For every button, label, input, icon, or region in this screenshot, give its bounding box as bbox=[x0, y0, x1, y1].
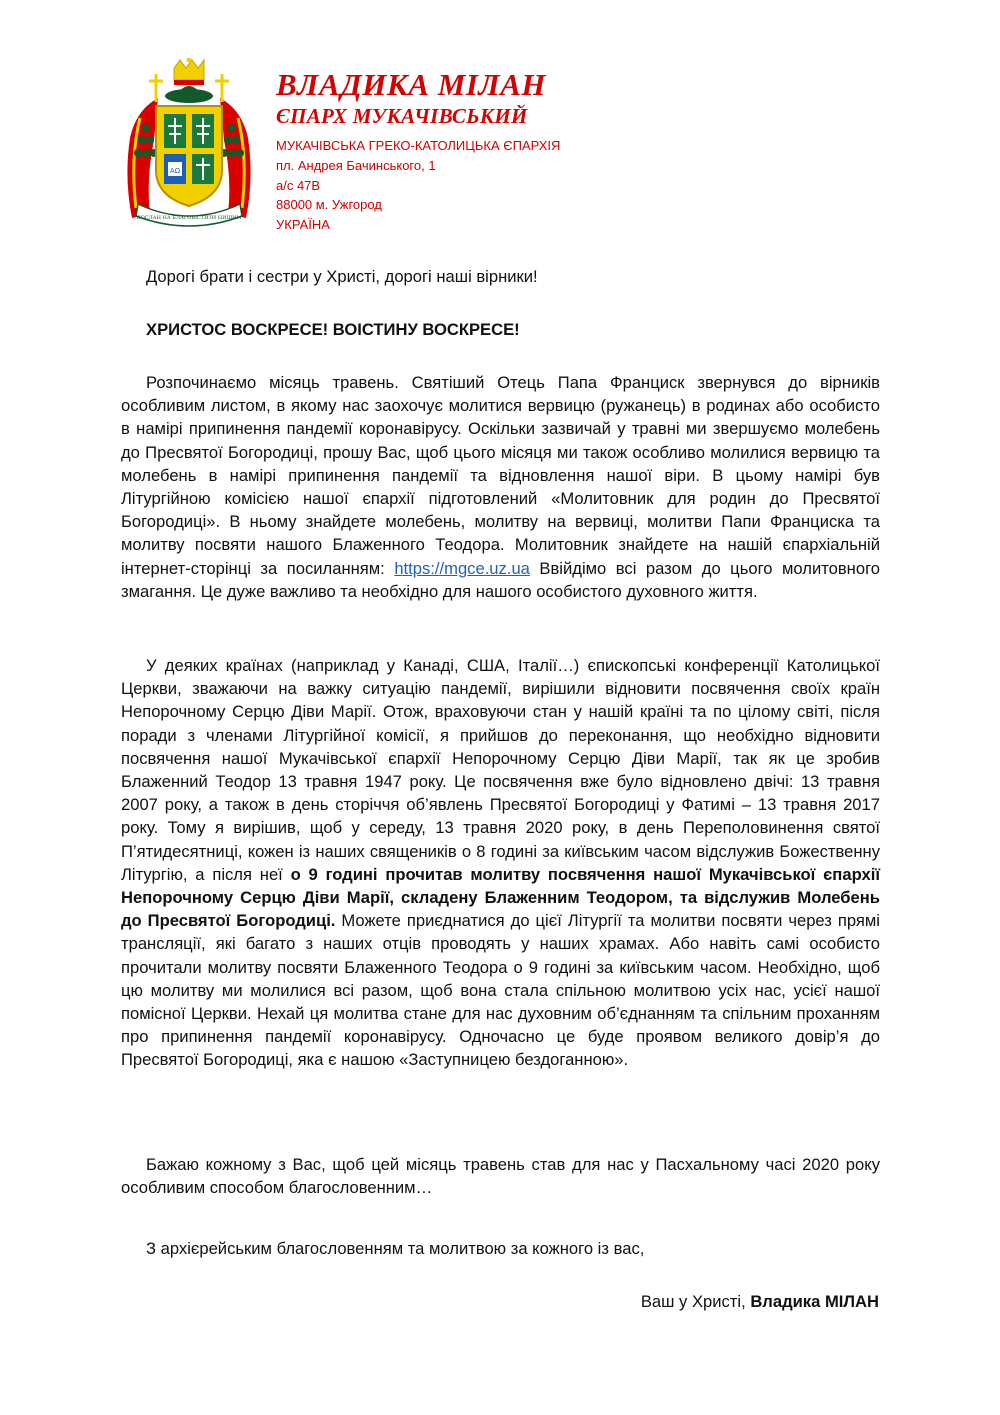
letterhead-title: ВЛАДИКА МІЛАН bbox=[276, 67, 546, 102]
address-line: 88000 м. Ужгород bbox=[276, 197, 382, 213]
address-line: МУКАЧІВСЬКА ГРЕКО-КАТОЛИЦЬКА ЄПАРХІЯ bbox=[276, 138, 561, 153]
letterhead-address bbox=[276, 136, 560, 235]
paragraph-2-text: У деяких країнах (наприклад у Канаді, США, Італії…) єпископські конференції Католицької Церкви, зважаючи на важку ситуацію пандемії, вирішили відновити посвячення своїх країн Непорочному Серцю Діви Марії. Отож, враховуючи стан у нашій країні та по цілому світі, після поради з членами Літургійної комісії, я прийшов до переконання, що необхідно відновити посвячення нашої Мукачівської єпархії Непорочному Серцю Діви Марії, так як це зробив Блаженний Теодор 13 травня 1947 року. Це посвячення вже було відновлено двічі: 13 травня 2007 року, а також в день сторіччя об’явлень Пресвятої Богородиці у Фатимі – 13 травня 2017 року. Тому я вирішив, щоб у середу, 13 травня 2020 року, в день Переполовинення святої П’ятидесятниці, кожен із наших священиків о 8 годині за київським часом відслужив Божественну Літургію, а після неї bbox=[121, 656, 880, 884]
address-line: пл. Андрея Бачинського, 1 bbox=[276, 157, 436, 173]
paragraph-3: Бажаю кожному з Вас, щоб цей місяць травень став для нас у Пасхальному часі 2020 року особливим способом благословенним… bbox=[121, 1155, 880, 1198]
svg-text:ПОСЛАН НА БЛАГОВІСТИТИ НИЩИМ: ПОСЛАН НА БЛАГОВІСТИТИ НИЩИМ bbox=[136, 215, 242, 221]
website-link[interactable]: https://mgce.uz.ua bbox=[394, 558, 530, 578]
letterhead-subtitle: ЄПАРХ МУКАЧІВСЬКИЙ bbox=[276, 104, 528, 128]
signature bbox=[641, 1290, 879, 1313]
svg-text:ΑΩ: ΑΩ bbox=[169, 167, 181, 175]
paragraph-1-end: Ввійдімо всі разом до цього молитовного змагання. Це дуже важливо та необхідно для нашого особистого духовного життя. bbox=[121, 558, 880, 601]
signature-prefix: Ваш у Христі, bbox=[640, 1292, 751, 1311]
letter-greeting: Дорогі брати і сестри у Христі, дорогі наші вірники! bbox=[146, 267, 538, 286]
address-line: УКРАЇНА bbox=[276, 217, 330, 233]
paragraph-2 bbox=[121, 654, 880, 1072]
paragraph-2-bold: о 9 годині прочитав молитву посвячення нашої Мукачівської єпархії Непорочному Серцю Діви Марії, складену Блаженним Теодором, та відслужив Молебень до Пресвятої Богородиці. bbox=[121, 864, 880, 931]
easter-greeting: ХРИСТОС ВОСКРЕСЕ! ВОІСТИНУ ВОСКРЕСЕ! bbox=[146, 320, 520, 339]
coat-of-arms-icon bbox=[120, 58, 258, 228]
signature-name: Владика МІЛАН bbox=[750, 1292, 879, 1311]
paragraph-1 bbox=[121, 371, 880, 603]
paragraph-1-text: Розпочинаємо місяць травень. Святіший Отець Папа Франциск звернувся до вірників особливим листом, в якому нас заохочує молитися вервицю (ружанець) в родинах або особисто в намірі припинення пандемії коронавірусу. Оскільки зазвичай у травні ми звершуємо молебень до Пресвятої Богородиці, прошу Вас, щоб цього місяця ми також особливо молилися вервицю та молебень в намірі припинення пандемії та відновлення нашої віри. В цьому намірі був Літургійною комісією нашої єпархії підготовлений «Молитовник для родин до Пресвятої Богородиці». В ньому знайдете молебень, молитву на вервиці, молитви Папи Франциска та молитву посвяти нашого Блаженного Теодора. Молитовник знайдете на нашій єпархіальній інтернет-сторінці за посиланням: bbox=[121, 373, 880, 578]
letter-closing: З архієрейським благословенням та молитвою за кожного із вас, bbox=[146, 1239, 645, 1258]
paragraph-2-end: Можете приєднатися до цієї Літургії та молитви посвяти через прямі трансляції, які багато з наших отців проводять у наших храмах. Або навіть самі особисто прочитали молитву посвяти Блаженного Теодора о 9 годині за київським часом. Необхідно, щоб цю молитву ми молилися всі разом, щоб вона стала спільною молитвою усіх нас, усієї нашої помісної Церкви. Нехай ця молитва стане для нас духовним об’єднанням та спільним проханням про припинення пандемії коронавірусу. Одночасно це буде проявом великого довір’я до Пресвятої Богородиці, яка є нашою «Заступницею бездоганною». bbox=[121, 911, 880, 1070]
address-line: а/с 47В bbox=[276, 177, 321, 193]
